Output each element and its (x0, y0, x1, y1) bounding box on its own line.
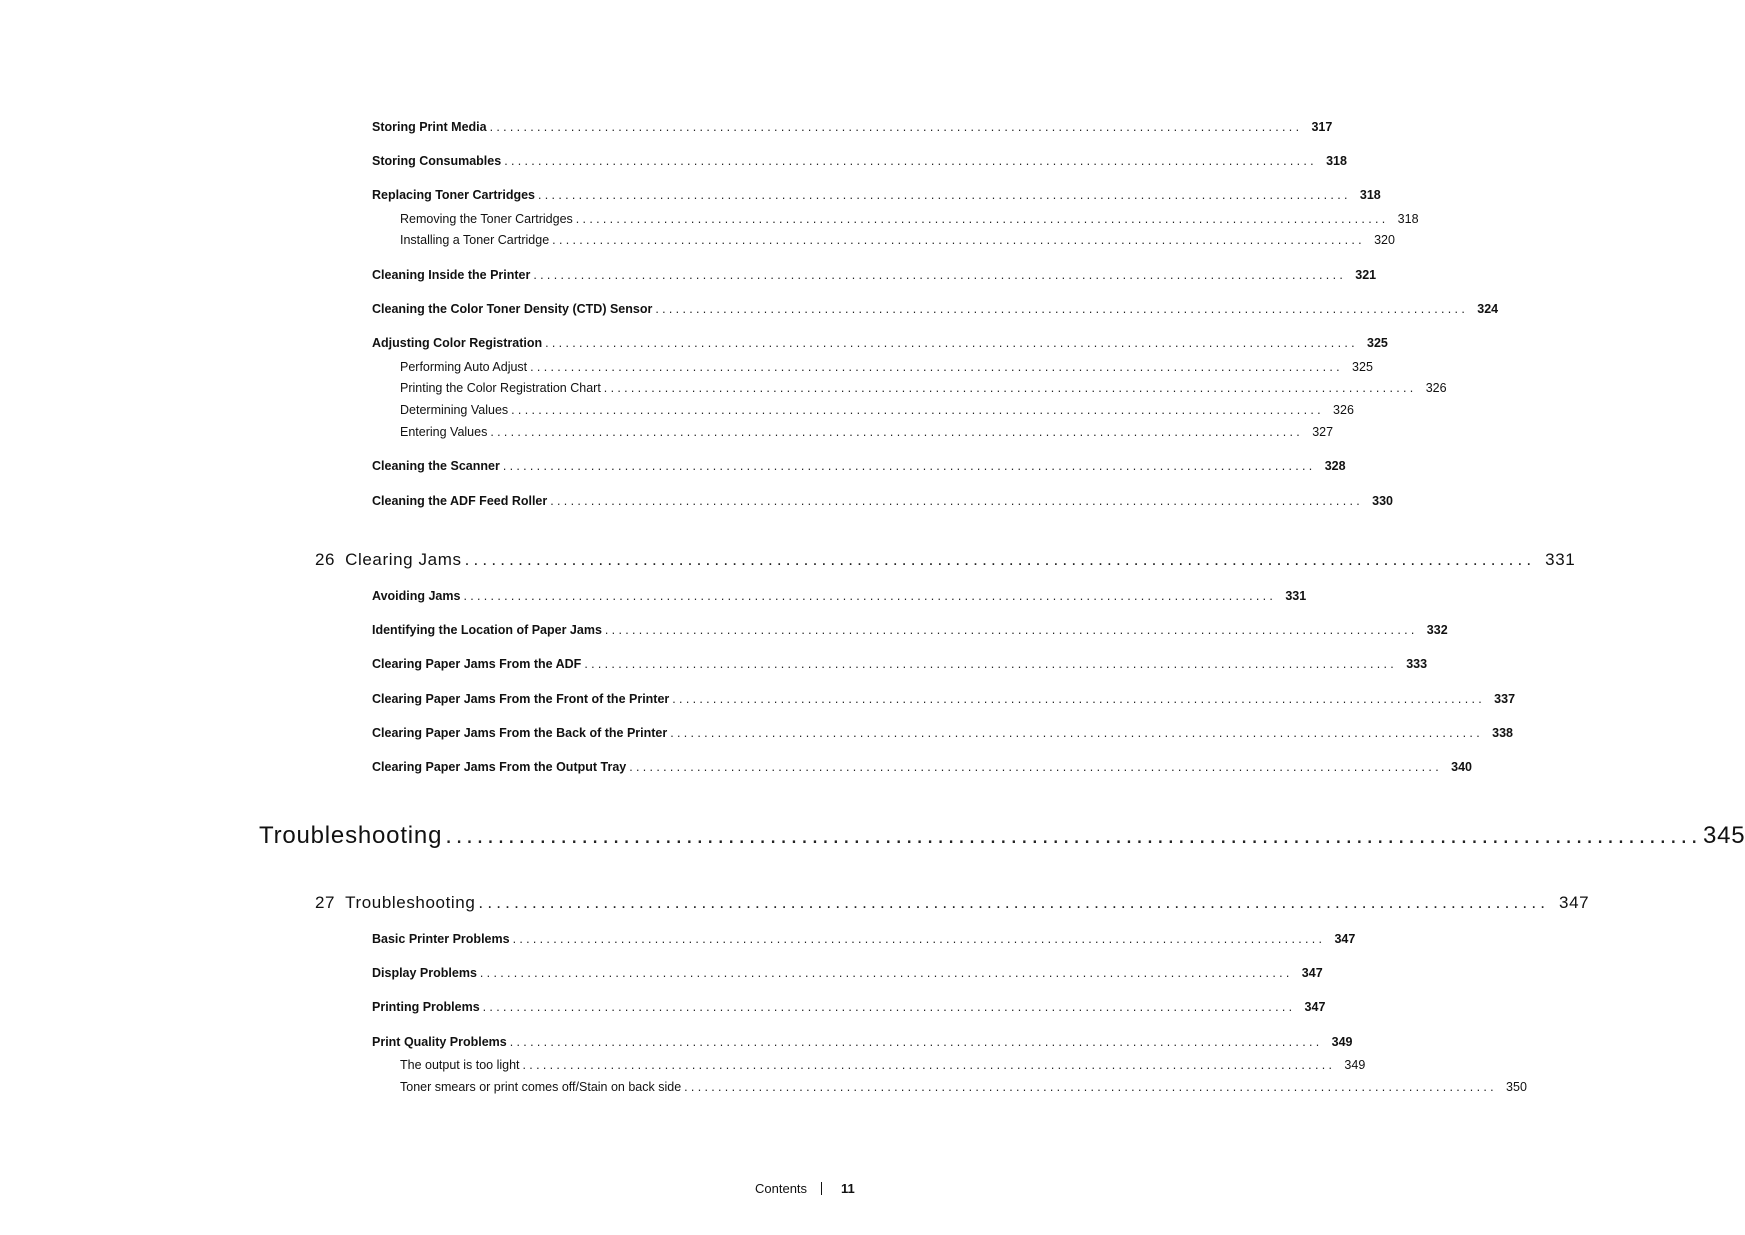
toc-page-number: 331 (1285, 589, 1307, 603)
footer-page-number: 11 (841, 1181, 855, 1196)
toc-section-entry[interactable] (372, 1035, 1353, 1049)
toc-subsection-entry[interactable] (400, 360, 1373, 374)
toc-page-number: 349 (1344, 1058, 1366, 1072)
toc-subsection-entry[interactable] (400, 425, 1334, 439)
toc-entry-title (400, 212, 573, 226)
toc-entry-title-text: Basic Printer Problems (372, 932, 510, 946)
toc-entry-title (400, 1058, 520, 1072)
toc-entry-title (400, 381, 601, 395)
toc-subsection-entry[interactable] (400, 212, 1419, 226)
toc-chapter-entry[interactable] (315, 893, 1590, 913)
dot-leader: ........................................................................................................................ (463, 589, 1277, 603)
toc-page-number: 328 (1324, 459, 1346, 473)
toc-page-number: 340 (1451, 760, 1472, 774)
dot-leader: ........................................................................................................................ (533, 268, 1347, 282)
footer-label: Contents (755, 1181, 808, 1196)
dot-leader: ........................................................................................................................ (490, 425, 1304, 439)
toc-entry-title (372, 589, 460, 603)
toc-chapter-entry[interactable] (315, 550, 1576, 570)
toc-entry-title (372, 302, 652, 316)
dot-leader: ........................................................................................................................ (684, 1080, 1497, 1094)
toc-section-entry[interactable] (372, 302, 1499, 316)
toc-entry-title-text: Replacing Toner Cartridges (372, 188, 535, 202)
toc-page-number: 321 (1355, 268, 1377, 282)
dot-leader: ........................................................................................................................ (445, 822, 1702, 849)
toc-entry-title-text: Determining Values (400, 403, 509, 417)
toc-entry-title-text: Clearing Paper Jams From the Back of the Printer (372, 726, 668, 740)
toc-entry-title (372, 657, 581, 671)
toc-entry-title (259, 822, 442, 850)
toc-entry-title (372, 1035, 507, 1049)
toc-entry-title (372, 932, 510, 946)
toc-page-number: 347 (1334, 932, 1356, 946)
toc-page-number: 332 (1426, 623, 1448, 637)
dot-leader: ........................................................................................................................ (584, 657, 1398, 671)
toc-section-entry[interactable] (372, 268, 1377, 282)
toc-section-entry[interactable] (372, 760, 1472, 774)
toc-entry-title (372, 336, 542, 350)
toc-section-entry[interactable] (372, 120, 1333, 134)
toc-entry-title (400, 403, 508, 417)
toc-entry-title (372, 1000, 480, 1014)
toc-entry-title (372, 494, 547, 508)
toc-page-number: 350 (1506, 1080, 1527, 1094)
toc-page-number: 347 (1301, 966, 1323, 980)
dot-leader: ........................................................................................................................ (464, 550, 1536, 569)
toc-entry-title-text: Clearing Jams (345, 550, 462, 569)
toc-section-entry[interactable] (372, 459, 1346, 473)
toc-entry-title (315, 550, 462, 570)
toc-entry-title-text: Removing the Toner Cartridges (400, 212, 573, 226)
dot-leader: ........................................................................................................................ (512, 932, 1326, 946)
toc-entry-title-text: Display Problems (372, 966, 477, 980)
footer-separator (821, 1182, 822, 1195)
toc-entry-title-text: The output is too light (400, 1058, 520, 1072)
toc-entry-title-text: Cleaning Inside the Printer (372, 268, 531, 282)
toc-entry-title (400, 233, 549, 247)
toc-entry-title (372, 268, 530, 282)
toc-entry-title-text: Printing the Color Registration Chart (400, 381, 601, 395)
toc-subsection-entry[interactable] (400, 1058, 1366, 1072)
toc-entry-title (372, 966, 477, 980)
dot-leader: ........................................................................................................................ (552, 233, 1365, 247)
dot-leader: ........................................................................................................................ (511, 403, 1324, 417)
toc-entry-title (372, 760, 626, 774)
toc-entry-title-text: Printing Problems (372, 1000, 480, 1014)
toc-entry-title (400, 360, 527, 374)
dot-leader: ........................................................................................................................ (504, 154, 1317, 168)
toc-entry-title (372, 692, 669, 706)
toc-page-number: 331 (1545, 550, 1576, 569)
toc-entry-title (372, 623, 602, 637)
toc-entry-title-text: Troubleshooting (259, 822, 443, 849)
toc-section-entry[interactable] (372, 623, 1448, 637)
toc-page-number: 326 (1333, 403, 1354, 417)
toc-entry-title-text: Cleaning the ADF Feed Roller (372, 494, 548, 508)
toc-entry-title (372, 120, 487, 134)
dot-leader: ........................................................................................................................ (489, 120, 1303, 134)
toc-entry-title (315, 893, 475, 913)
toc-subsection-entry[interactable] (400, 233, 1395, 247)
toc-entry-title-text: Troubleshooting (345, 893, 476, 912)
toc-page-number: 326 (1425, 381, 1447, 395)
toc-page-number: 320 (1374, 233, 1395, 247)
chapter-number: 26 (315, 550, 336, 569)
toc-subsection-entry[interactable] (400, 403, 1354, 417)
toc-entry-title-text: Cleaning the Color Toner Density (CTD) Sensor (372, 302, 653, 316)
dot-leader: ........................................................................................................................ (550, 494, 1364, 508)
toc-entry-title (372, 726, 667, 740)
dot-leader: ........................................................................................................................ (509, 1035, 1323, 1049)
page-footer (755, 1181, 855, 1196)
toc-page-number: 317 (1311, 120, 1333, 134)
dot-leader: ........................................................................................................................ (545, 336, 1358, 350)
dot-leader: ........................................................................................................................ (522, 1058, 1336, 1072)
toc-page-number: 318 (1397, 212, 1419, 226)
toc-section-entry[interactable] (372, 154, 1347, 168)
toc-entry-title-text: Storing Consumables (372, 154, 502, 168)
toc-entry-title (372, 459, 500, 473)
dot-leader: ........................................................................................................................ (530, 360, 1343, 374)
toc-page-number: 333 (1406, 657, 1428, 671)
dot-leader: ........................................................................................................................ (479, 966, 1293, 980)
dot-leader: ........................................................................................................................ (629, 760, 1442, 774)
toc-entry-title-text: Clearing Paper Jams From the Front of the Printer (372, 692, 670, 706)
toc-entry-title (400, 1080, 681, 1094)
chapter-number: 27 (315, 893, 336, 912)
toc-section-entry[interactable] (372, 1000, 1326, 1014)
toc-page-number: 318 (1326, 154, 1347, 168)
toc-page-number: 324 (1477, 302, 1499, 316)
dot-leader: ........................................................................................................................ (604, 623, 1418, 637)
dot-leader: ........................................................................................................................ (603, 381, 1417, 395)
toc-page-number: 325 (1367, 336, 1388, 350)
toc-entry-title-text: Clearing Paper Jams From the Output Tray (372, 760, 627, 774)
toc-page-number: 327 (1312, 425, 1334, 439)
toc-page-number: 347 (1559, 893, 1590, 912)
toc-page-number: 330 (1372, 494, 1394, 508)
toc-section-entry[interactable] (372, 692, 1516, 706)
toc-section-entry[interactable] (372, 966, 1323, 980)
toc-entry-title-text: Entering Values (400, 425, 488, 439)
dot-leader: ........................................................................................................................ (538, 188, 1351, 202)
toc-entry-title-text: Identifying the Location of Paper Jams (372, 623, 602, 637)
toc-part-entry[interactable] (259, 822, 1745, 850)
toc-page-number: 345 (1702, 822, 1745, 849)
toc-subsection-entry[interactable] (400, 381, 1447, 395)
toc-entry-title-text: Toner smears or print comes off/Stain on back side (400, 1080, 682, 1094)
toc-page-number: 347 (1304, 1000, 1326, 1014)
toc-entry-title-text: Storing Print Media (372, 120, 487, 134)
toc-entry-title-text: Avoiding Jams (372, 589, 461, 603)
toc-section-entry[interactable] (372, 336, 1388, 350)
toc-entry-title-text: Installing a Toner Cartridge (400, 233, 550, 247)
toc-section-entry[interactable] (372, 188, 1381, 202)
toc-subsection-entry[interactable] (400, 1080, 1527, 1094)
dot-leader: ........................................................................................................................ (670, 726, 1483, 740)
toc-page-number: 318 (1359, 188, 1381, 202)
toc-entry-title-text: Adjusting Color Registration (372, 336, 543, 350)
toc-page-number: 349 (1331, 1035, 1353, 1049)
toc-entry-title (372, 188, 535, 202)
dot-leader: ........................................................................................................................ (478, 893, 1550, 912)
toc-page-number: 338 (1492, 726, 1513, 740)
toc-page-number: 325 (1352, 360, 1373, 374)
toc-entry-title-text: Clearing Paper Jams From the ADF (372, 657, 582, 671)
toc-section-entry[interactable] (372, 726, 1513, 740)
dot-leader: ........................................................................................................................ (482, 1000, 1296, 1014)
dot-leader: ........................................................................................................................ (575, 212, 1389, 226)
toc-entry-title (372, 154, 501, 168)
toc-section-entry[interactable] (372, 657, 1428, 671)
toc-entry-title-text: Cleaning the Scanner (372, 459, 500, 473)
toc-section-entry[interactable] (372, 494, 1394, 508)
toc-section-entry[interactable] (372, 932, 1356, 946)
dot-leader: ........................................................................................................................ (672, 692, 1486, 706)
toc-entry-title (400, 425, 487, 439)
dot-leader: ........................................................................................................................ (502, 459, 1316, 473)
toc-page-number: 337 (1494, 692, 1516, 706)
toc-entry-title-text: Performing Auto Adjust (400, 360, 528, 374)
dot-leader: ........................................................................................................................ (655, 302, 1469, 316)
toc-section-entry[interactable] (372, 589, 1307, 603)
toc-entry-title-text: Print Quality Problems (372, 1035, 507, 1049)
